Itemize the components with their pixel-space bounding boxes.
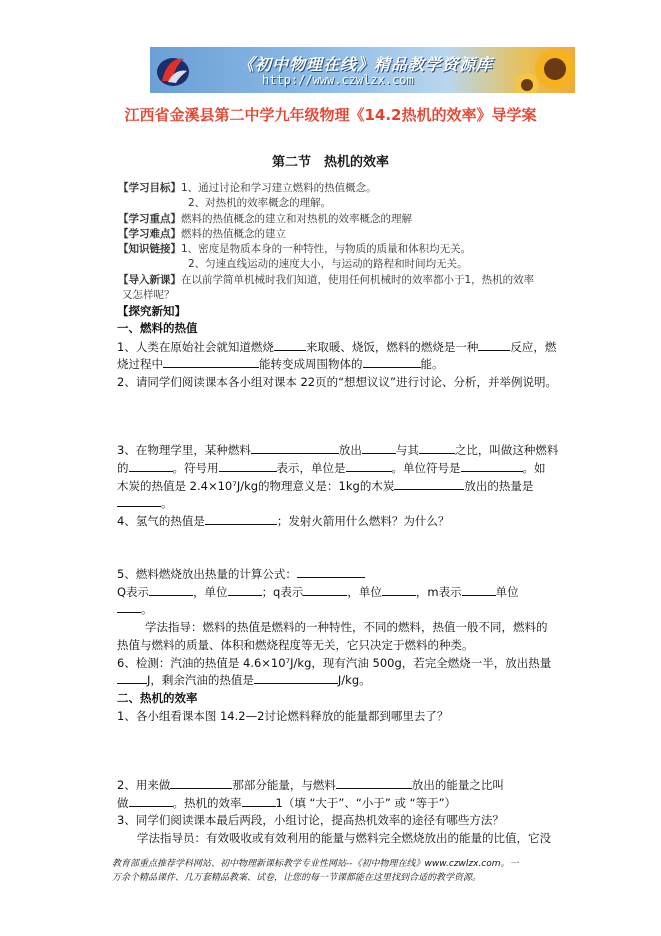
q5-text-a: 5、燃料燃烧放出热量的计算公式： — [117, 567, 297, 581]
blank[interactable] — [251, 442, 339, 454]
q1-text-a: 1、人类在原始社会就知道燃烧 — [117, 340, 274, 354]
q3-text-d: 之比，叫做这种燃料 — [454, 443, 559, 457]
link-label: 【知识链接】 — [118, 243, 181, 255]
blank[interactable] — [254, 672, 338, 684]
intro-1: 在以前学简单机械时我们知道，使用任何机械时的效率都小于1，热机的效率 — [181, 274, 535, 286]
blank[interactable] — [462, 584, 496, 596]
q6-line1: 6、检测：汽油的热值是 4.6×10⁷J/kg，现有汽油 500g，若完全燃烧一半，放出热量 — [117, 656, 552, 670]
q5-text-f: ，m表示 — [415, 585, 462, 599]
q5-line2 — [117, 584, 519, 600]
q3-text-b: 放出 — [338, 443, 362, 457]
banner-title: 《初中物理在线》精品教学资源库 — [238, 55, 494, 74]
q1-text-e: 能转变成周围物体的 — [259, 357, 363, 371]
blank[interactable] — [242, 795, 276, 807]
key-line — [118, 211, 412, 227]
q5-text-e: ，单位 — [347, 585, 382, 599]
p2-q2-text-a: 2、用来做 — [117, 778, 171, 792]
q3-text-g: 表示，单位是 — [276, 461, 346, 475]
section-title: 第二节 热机的效率 — [271, 155, 389, 170]
goal-1: 1、通过讨论和学习建立燃料的热值概念。 — [181, 182, 377, 194]
p2-q2-text-d: 做 — [117, 796, 129, 810]
hard-line — [118, 226, 286, 242]
q3-text-a: 3、在物理学里，某种燃料 — [117, 443, 251, 457]
guide2-line: 学法指导员：有效吸收或有效利用的能量与燃料完全燃烧放出的能量的比值，它没 — [137, 831, 551, 845]
q3-text-f: 。符号用 — [172, 461, 219, 475]
p2-q2-text-c: 放出的能量之比叫 — [411, 778, 504, 792]
q3-text-k: 放出的热量是 — [464, 479, 534, 493]
link-line — [118, 241, 471, 257]
p2-q3-line: 3、同学们阅读课本最后两段，小组讨论，提高热机效率的途径有哪些方法？ — [117, 813, 504, 827]
link-1: 1、密度是物质本身的一种特性，与物质的质量和体积均无关。 — [181, 243, 472, 255]
red-swoosh-logo-icon — [154, 51, 192, 89]
blank[interactable] — [117, 672, 147, 684]
blank[interactable] — [117, 601, 141, 613]
q1-line1 — [117, 339, 556, 355]
blank[interactable] — [274, 339, 306, 351]
q3-text-c: 与其 — [395, 443, 419, 457]
intro-label: 【导入新课】 — [118, 274, 181, 286]
q6-text-c: J/kg。 — [337, 673, 371, 687]
blank[interactable] — [362, 442, 396, 454]
q5-text-c: ，单位 — [193, 585, 228, 599]
q5-text-d: ；q表示 — [261, 585, 304, 599]
blank[interactable] — [297, 566, 365, 578]
q5-line3 — [117, 601, 153, 617]
q6-text-b: J，剩余汽油的热值是 — [147, 673, 254, 687]
q1-line2 — [117, 356, 444, 372]
q1-text-d: 烧过程中 — [117, 357, 163, 371]
blank[interactable] — [228, 584, 262, 596]
q3-line2 — [117, 460, 546, 476]
q3-text-e: 的 — [117, 461, 129, 475]
q4-line — [117, 513, 449, 529]
blank[interactable] — [149, 584, 193, 596]
blank[interactable] — [117, 495, 161, 507]
q1-text-c: 反应，燃 — [510, 340, 557, 354]
q3-text-i: 。如 — [522, 461, 546, 475]
p2-q2-text-f: 1（填 “大于”、“小于” 或 “等于”） — [275, 796, 457, 810]
p2-q2-line2 — [117, 795, 456, 811]
blank[interactable] — [163, 356, 259, 368]
blank[interactable] — [419, 442, 455, 454]
blank[interactable] — [478, 339, 510, 351]
p2-q2-line1 — [117, 777, 504, 793]
blank[interactable] — [205, 513, 277, 525]
hard-label: 【学习难点】 — [118, 228, 181, 240]
guide1-line2: 热值与燃料的质量、体积和燃烧程度等无关，它只决定于燃料的种类。 — [117, 638, 474, 652]
q5-line1 — [117, 566, 365, 582]
document-title: 江西省金溪县第二中学九年级物理《14.2热机的效率》导学案 — [124, 106, 537, 124]
key-text: 燃料的热值概念的建立和对热机的效率概念的理解 — [181, 213, 412, 225]
guide1-line1: 学法指导：燃料的热值是燃料的一种特性，不同的燃料，热值一般不同，燃料的 — [145, 620, 548, 634]
header-banner — [150, 47, 575, 93]
blank[interactable] — [129, 795, 173, 807]
blank[interactable] — [346, 460, 392, 472]
q1-text-b: 来取暖、烧饭，燃料的燃烧是一种 — [305, 340, 479, 354]
q5-text-h: 。 — [141, 602, 153, 616]
footer-line2: 万余个精品课件、几万套精品教案、试卷，让您的每一节课都能在这里找到合适的教学资源。 — [112, 873, 482, 883]
q3-text-j: 木炭的热值是 2.4×10⁷J/kg的物理意义是：1kg的木炭 — [117, 479, 395, 493]
q4-text-b: ；发射火箭用什么燃料？为什么？ — [276, 514, 450, 528]
goals-line — [118, 180, 377, 196]
q5-text-b: Q表示 — [117, 585, 150, 599]
q3-line4 — [117, 495, 173, 511]
q1-text-f: 能。 — [420, 357, 444, 371]
q5-text-g: 单位 — [495, 585, 519, 599]
key-label: 【学习重点】 — [118, 213, 181, 225]
goal-2: 2、对热机的效率概念的理解。 — [188, 197, 332, 209]
q6-line2 — [117, 672, 371, 688]
blank[interactable] — [219, 460, 277, 472]
p2-q2-text-b: 那部分能量，与燃料 — [232, 778, 336, 792]
blank[interactable] — [129, 460, 173, 472]
blank[interactable] — [382, 584, 416, 596]
q3-text-h: 。单位符号是 — [391, 461, 461, 475]
goals-label: 【学习目标】 — [118, 182, 181, 194]
footer-line1: 教育部重点推荐学科网站、初中物理新课标教学专业性网站--《初中物理在线》www.czwlzx.com。一 — [112, 859, 519, 869]
p2-q1-line: 1、各小组看课本图 14.2—2讨论燃料释放的能量都到哪里去了？ — [117, 709, 449, 723]
q3-text-l: 。 — [161, 496, 173, 510]
sunflower-icon — [515, 47, 575, 93]
link-2: 2、匀速直线运动的速度大小，与运动的路程和时间均无关。 — [188, 258, 468, 270]
intro-line — [118, 272, 534, 288]
hard-text: 燃料的热值概念的建立 — [181, 228, 286, 240]
blank[interactable] — [363, 356, 421, 368]
part1-heading: 一、燃料的热值 — [117, 321, 198, 335]
q4-text-a: 4、氢气的热值是 — [117, 514, 205, 528]
q3-line1 — [117, 442, 558, 458]
blank[interactable] — [461, 460, 523, 472]
p2-q2-text-e: 。热机的效率 — [172, 796, 242, 810]
blank[interactable] — [170, 777, 232, 789]
blank[interactable] — [394, 478, 464, 490]
intro-2: 又怎样呢？ — [122, 289, 175, 301]
banner-url[interactable]: http://www.czwlzx.com — [262, 73, 414, 87]
blank[interactable] — [336, 777, 412, 789]
blank[interactable] — [303, 584, 347, 596]
part2-heading: 二、热机的效率 — [117, 691, 198, 705]
explore-label: 【探究新知】 — [117, 304, 186, 318]
q2-line: 2、请同学们阅读课本各小组对课本 22页的“想想议议”进行讨论、分析，并举例说明。 — [117, 375, 558, 389]
q3-line3 — [117, 478, 533, 494]
